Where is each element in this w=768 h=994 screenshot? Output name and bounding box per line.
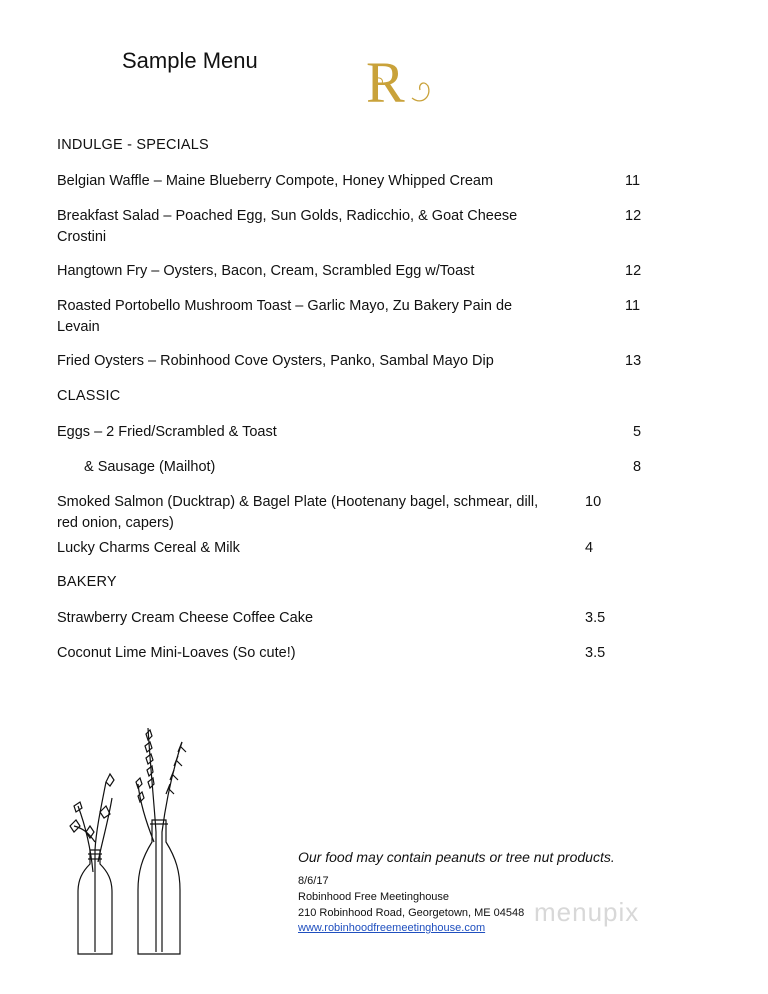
menu-item-belgian-waffle: Belgian Waffle – Maine Blueberry Compote, Honey Whipped Cream (57, 173, 494, 189)
restaurant-logo (362, 50, 434, 114)
menu-item-portobello-toast: Roasted Portobello Mushroom Toast – Garlic Mayo, Zu Bakery Pain de (57, 298, 513, 314)
section-heading-bakery: BAKERY (57, 574, 117, 590)
section-heading-classic: CLASSIC (57, 388, 121, 404)
price-eggs: 5 (633, 424, 642, 440)
website-link-text[interactable]: www.robinhoodfreemeetinghouse.com (298, 922, 486, 934)
menu-item-breakfast-salad: Breakfast Salad – Poached Egg, Sun Golds, Radicchio, & Goat Cheese (57, 208, 518, 224)
price-hangtown-fry: 12 (625, 263, 642, 279)
menu-item-coffee-cake: Strawberry Cream Cheese Coffee Cake (57, 610, 314, 626)
price-sausage: 8 (633, 459, 642, 475)
menu-item-breakfast-salad-line2: Crostini (57, 229, 107, 245)
menu-item-smoked-salmon: Smoked Salmon (Ducktrap) & Bagel Plate (Hootenany bagel, schmear, dill, (57, 494, 539, 510)
menu-item-mini-loaves: Coconut Lime Mini-Loaves (So cute!) (57, 645, 296, 661)
price-mini-loaves: 3.5 (585, 645, 606, 661)
right-bottle (138, 820, 180, 954)
page-title: Sample Menu (122, 48, 258, 73)
menu-item-lucky-charms: Lucky Charms Cereal & Milk (57, 540, 240, 556)
menu-date: 8/6/17 (298, 875, 329, 887)
vase-illustration (60, 722, 200, 962)
venue-address: 210 Robinhood Road, Georgetown, ME 04548 (298, 907, 525, 919)
watermark: menupix (534, 897, 640, 927)
price-belgian-waffle: 11 (625, 173, 641, 189)
menu-item-portobello-toast-line2: Levain (57, 319, 100, 335)
menu-item-smoked-salmon-line2: red onion, capers) (57, 515, 174, 531)
price-lucky-charms: 4 (585, 540, 594, 556)
allergy-note: Our food may contain peanuts or tree nut products. (298, 849, 615, 865)
menu-item-eggs: Eggs – 2 Fried/Scrambled & Toast (57, 424, 277, 440)
menu-item-sausage: & Sausage (Mailhot) (84, 459, 216, 475)
price-breakfast-salad: 12 (625, 208, 642, 224)
price-smoked-salmon: 10 (585, 494, 602, 510)
price-coffee-cake: 3.5 (585, 610, 606, 626)
price-fried-oysters: 13 (625, 353, 642, 369)
price-portobello-toast: 11 (625, 298, 641, 314)
website-link[interactable] (298, 920, 485, 936)
logo-letter: R (366, 50, 405, 114)
section-heading-specials: INDULGE - SPECIALS (57, 137, 209, 153)
menu-item-fried-oysters: Fried Oysters – Robinhood Cove Oysters, Panko, Sambal Mayo Dip (57, 353, 494, 369)
menu-item-hangtown-fry: Hangtown Fry – Oysters, Bacon, Cream, Scrambled Egg w/Toast (57, 263, 475, 279)
venue-name: Robinhood Free Meetinghouse (298, 891, 450, 903)
